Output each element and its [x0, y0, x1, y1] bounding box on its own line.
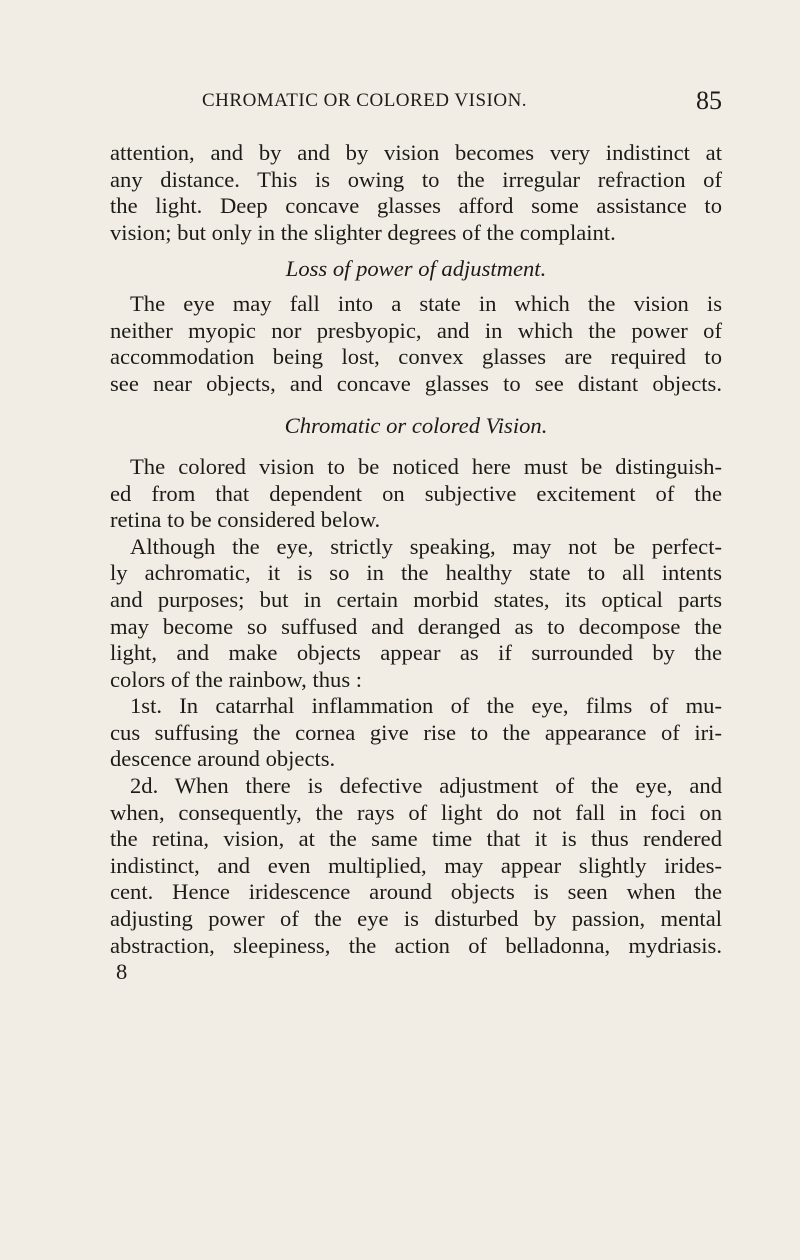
section-heading: Chromatic or colored Vision. [284, 413, 548, 439]
text-line: descence around objects. [110, 746, 336, 772]
text-line: cent. Hence iridescence around objects is seen when the [110, 879, 722, 905]
page-number: 85 [696, 86, 722, 115]
text-line: The eye may fall into a state in which the vision is [130, 290, 722, 316]
text-line: neither myopic nor presbyopic, and in which the power of [110, 317, 722, 343]
text-line: 2d. When there is defective adjustment of the eye, and [130, 773, 722, 799]
text-line: any distance. This is owing to the irregular refraction of [110, 166, 722, 192]
text-line: and purposes; but in certain morbid states, its optical parts [110, 586, 722, 612]
text-line: attention, and by and by vision becomes very indistinct at [110, 140, 722, 165]
text-line: vision; but only in the slighter degrees of the complaint. [110, 219, 616, 245]
text-line: may become so suffused and deranged as to decompose the [110, 613, 722, 639]
text-line: 1st. In catarrhal inflammation of the eye, films of mu- [130, 693, 722, 719]
text-line: ly achromatic, it is so in the healthy state to all intents [110, 560, 722, 586]
text-line: accommodation being lost, convex glasses are required to [110, 344, 722, 370]
text-line: retina to be considered below. [110, 507, 381, 533]
text-line: cus suffusing the cornea give rise to the appearance of iri- [110, 719, 722, 745]
text-line: abstraction, sleepiness, the action of belladonna, mydriasis. [110, 932, 722, 958]
section-heading: Loss of power of adjustment. [285, 256, 547, 282]
text-line: when, consequently, the rays of light do not fall in foci on [110, 799, 722, 825]
text-line: ed from that dependent on subjective excitement of the [110, 480, 722, 506]
signature-mark: 8 [116, 959, 128, 985]
text-line: the retina, vision, at the same time that it is thus rendered [110, 826, 722, 852]
text-line: indistinct, and even multiplied, may appear slightly irides- [110, 852, 722, 878]
text-line: Although the eye, strictly speaking, may not be perfect- [130, 533, 722, 559]
page-header [172, 86, 722, 126]
text-line: adjusting power of the eye is disturbed by passion, mental [110, 906, 722, 932]
text-line: light, and make objects appear as if surrounded by the [110, 640, 722, 666]
text-line: colors of the rainbow, thus : [110, 666, 363, 692]
text-line: the light. Deep concave glasses afford some assistance to [110, 193, 722, 219]
body-text [110, 140, 722, 986]
running-head: CHROMATIC OR COLORED VISION. [202, 90, 528, 111]
text-line: see near objects, and concave glasses to see distant objects. [110, 370, 722, 396]
text-line: The colored vision to be noticed here must be distinguish- [130, 453, 722, 479]
